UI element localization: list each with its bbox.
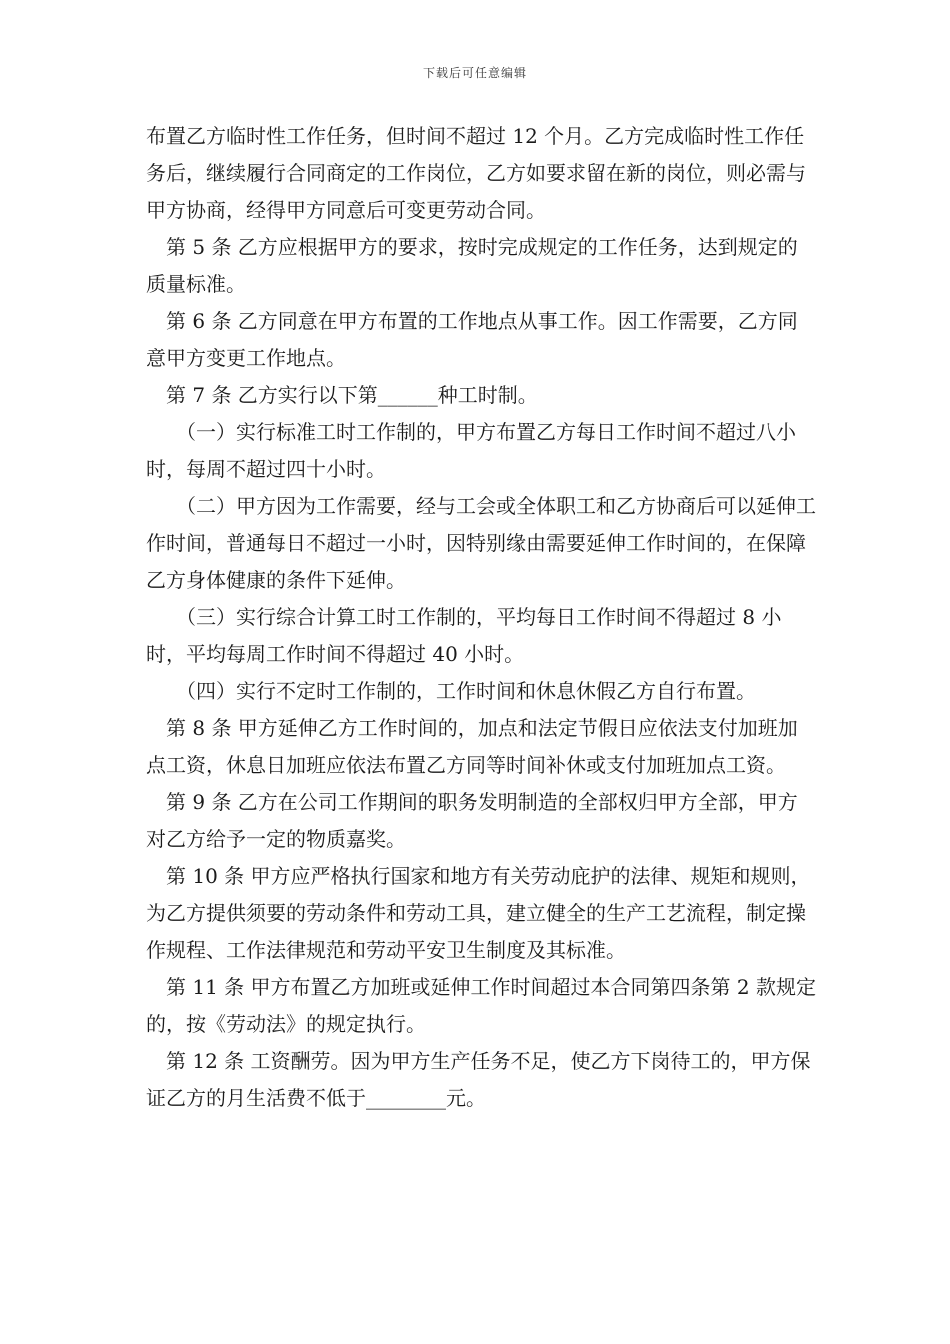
paragraph-article-5: 第 5 条 乙方应根据甲方的要求，按时完成规定的工作任务，达到规定的质量标准。 — [146, 235, 798, 296]
paragraph-article-7-item-3: （三）实行综合计算工时工作制的，平均每日工作时间不得超过 8 小时，平均每周工作时间不得超过 40 小时。 — [146, 605, 782, 666]
paragraph-article-6: 第 6 条 乙方同意在甲方布置的工作地点从事工作。因工作需要，乙方同意甲方变更工作地点。 — [146, 309, 798, 370]
paragraph-article-10: 第 10 条 甲方应严格执行国家和地方有关劳动庇护的法律、规矩和规则，为乙方提供须要的劳动条件和劳动工具，建立健全的生产工艺流程，制定操作规程、工作法律规范和劳动平安卫生制度及其标准。 — [146, 864, 811, 962]
paragraph-continuation: 布置乙方临时性工作任务，但时间不超过 12 个月。乙方完成临时性工作任务后，继续履行合同商定的工作岗位，乙方如要求留在新的岗位，则必需与甲方协商，经得甲方同意后可变更劳动合同。 — [146, 124, 806, 222]
document-body — [146, 118, 816, 1117]
paragraph-article-7-item-4: （四）实行不定时工作制的，工作时间和休息休假乙方自行布置。 — [176, 679, 756, 703]
paragraph-article-12: 第 12 条 工资酬劳。因为甲方生产任务不足，使乙方下岗待工的，甲方保证乙方的月生活费不低于________元。 — [146, 1049, 811, 1110]
paragraph-article-7-item-2: （二）甲方因为工作需要，经与工会或全体职工和乙方协商后可以延伸工作时间，普通每日不超过一小时，因特别缘由需要延伸工作时间的，在保障乙方身体健康的条件下延伸。 — [146, 494, 816, 592]
paragraph-article-8: 第 8 条 甲方延伸乙方工作时间的，加点和法定节假日应依法支付加班加点工资，休息日加班应依法布置乙方同等时间补休或支付加班加点工资。 — [146, 716, 798, 777]
paragraph-article-7-item-1: （一）实行标准工时工作制的，甲方布置乙方每日工作时间不超过八小时，每周不超过四十小时。 — [146, 420, 796, 481]
paragraph-article-9: 第 9 条 乙方在公司工作期间的职务发明制造的全部权归甲方全部，甲方对乙方给予一定的物质嘉奖。 — [146, 790, 798, 851]
paragraph-article-11: 第 11 条 甲方布置乙方加班或延伸工作时间超过本合同第四条第 2 款规定的，按《劳动法》的规定执行。 — [146, 975, 816, 1036]
paragraph-article-7: 第 7 条 乙方实行以下第______种工时制。 — [166, 383, 538, 407]
page-header: 下载后可任意编辑 — [422, 66, 527, 80]
